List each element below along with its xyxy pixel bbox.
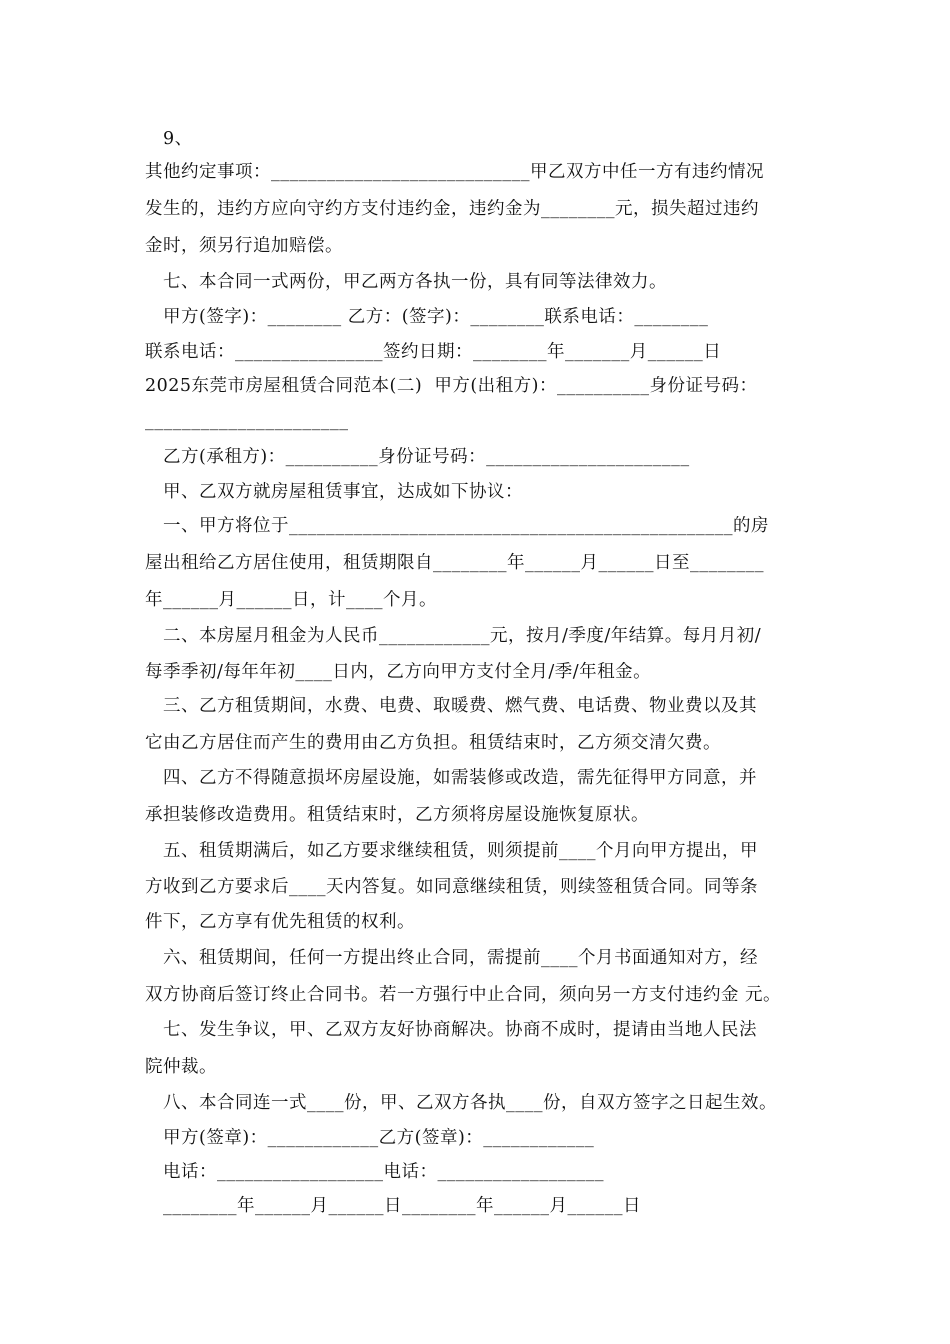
text-line-9: ______________________	[145, 411, 349, 431]
text-line-8: 2025东莞市房屋租赁合同范本(二) 甲方(出租方)：__________身份证号码：	[145, 376, 758, 396]
text-line-18: 它由乙方居住而产生的费用由乙方负担。租赁结束时，乙方须交清欠费。	[145, 733, 721, 753]
text-line-23: 件下，乙方享有优先租赁的权利。	[145, 912, 415, 932]
text-line-31: ________年______月______日________年______月______日	[163, 1196, 641, 1216]
text-line-27: 院仲裁。	[145, 1057, 217, 1077]
text-line-20: 承担装修改造费用。租赁结束时，乙方须将房屋设施恢复原状。	[145, 805, 649, 825]
text-line-7: 联系电话：________________签约日期：________年_______月______日	[145, 342, 722, 362]
text-line-11: 甲、乙双方就房屋租赁事宜，达成如下协议：	[163, 482, 523, 502]
text-line-13: 屋出租给乙方居住使用，租赁期限自________年______月______日至________	[145, 553, 764, 573]
text-line-28: 八、本合同连一式____份，甲、乙双方各执____份，自双方签字之日起生效。	[163, 1093, 777, 1113]
text-line-26: 七、发生争议，甲、乙双方友好协商解决。协商不成时，提请由当地人民法	[163, 1020, 757, 1040]
text-line-22: 方收到乙方要求后____天内答复。如同意继续租赁，则续签租赁合同。同等条	[145, 877, 758, 897]
text-line-16: 每季季初/每年年初____日内，乙方向甲方支付全月/季/年租金。	[145, 662, 652, 682]
text-line-2: 其他约定事项：____________________________甲乙双方中任一方有违约情况	[145, 162, 764, 182]
text-line-29: 甲方(签章)：____________乙方(签章)：____________	[163, 1128, 595, 1148]
text-line-17: 三、乙方租赁期间，水费、电费、取暖费、燃气费、电话费、物业费以及其	[163, 696, 757, 716]
text-line-3: 发生的，违约方应向守约方支付违约金，违约金为________元，损失超过违约	[145, 199, 759, 219]
text-line-30: 电话：__________________电话：__________________	[163, 1162, 604, 1182]
text-line-24: 六、租赁期间，任何一方提出终止合同，需提前____个月书面通知对方，经	[163, 948, 758, 968]
text-line-5: 七、本合同一式两份，甲乙两方各执一份，具有同等法律效力。	[163, 272, 667, 292]
text-line-14: 年______月______日，计____个月。	[145, 590, 437, 610]
text-line-4: 金时，须另行追加赔偿。	[145, 236, 343, 256]
text-line-25: 双方协商后签订终止合同书。若一方强行中止合同，须向另一方支付违约金 元。	[145, 985, 782, 1005]
text-line-19: 四、乙方不得随意损坏房屋设施，如需装修或改造，需先征得甲方同意，并	[163, 768, 757, 788]
text-line-10: 乙方(承租方)：__________身份证号码：______________________	[163, 447, 690, 467]
text-line-12: 一、甲方将位于________________________________________________的房	[163, 516, 769, 536]
text-line-1: 9、	[163, 129, 193, 149]
text-line-6: 甲方(签字)：________ 乙方：(签字)：________联系电话：________	[163, 307, 709, 327]
text-line-15: 二、本房屋月租金为人民币____________元，按月/季度/年结算。每月月初/	[163, 626, 762, 646]
text-line-21: 五、租赁期满后，如乙方要求继续租赁，则须提前____个月向甲方提出，甲	[163, 841, 758, 861]
